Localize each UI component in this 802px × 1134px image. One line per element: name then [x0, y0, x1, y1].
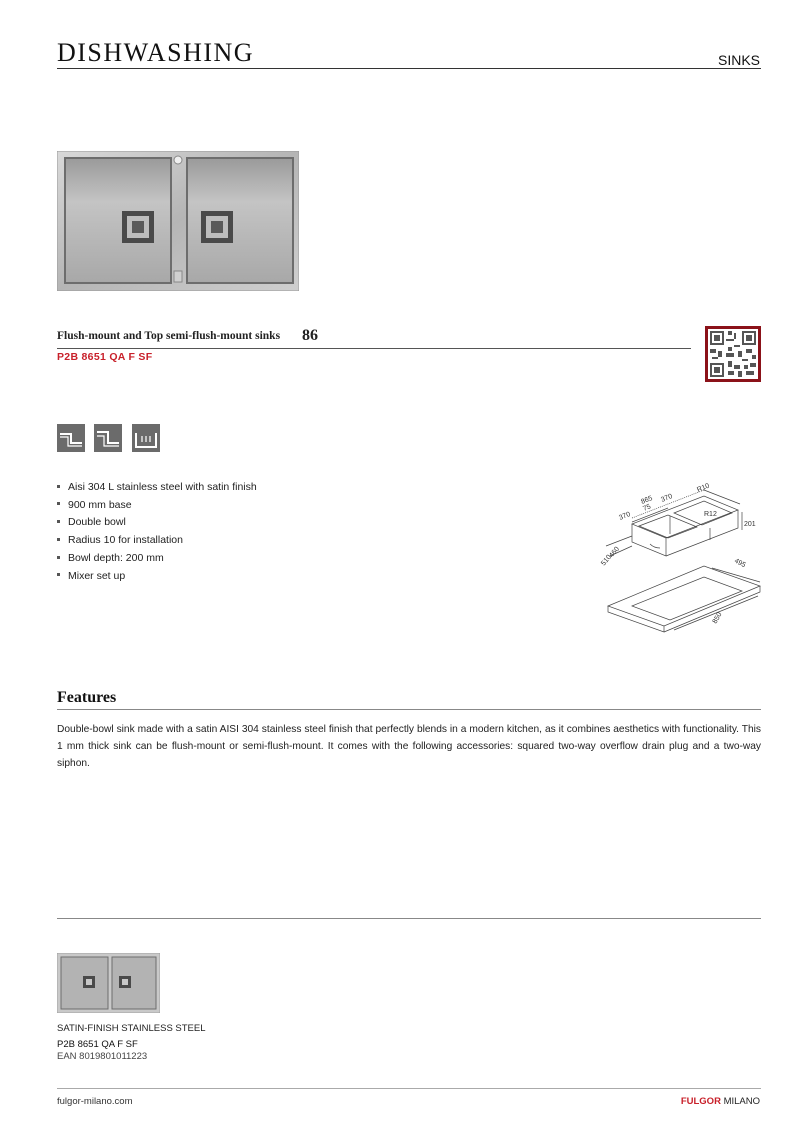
category-divider — [57, 348, 691, 349]
variant-model: P2B 8651 QA F SF — [57, 1039, 138, 1050]
dim-850: 850 — [711, 611, 724, 625]
spec-item: Aisi 304 L stainless steel with satin finish — [57, 479, 257, 497]
features-divider — [57, 709, 761, 710]
variant-divider — [57, 918, 761, 919]
footer-url[interactable]: fulgor-milano.com — [57, 1096, 133, 1107]
drain-left — [122, 211, 154, 243]
spec-item: Double bowl — [57, 514, 257, 532]
variant-finish: SATIN-FINISH STAINLESS STEEL — [57, 1023, 206, 1034]
dim-460: 460 — [608, 545, 622, 560]
dim-865: 865 — [640, 494, 654, 506]
spec-list — [57, 479, 257, 585]
installation-icons — [57, 424, 165, 452]
spec-item: Mixer set up — [57, 568, 257, 586]
footer-brand — [681, 1096, 760, 1107]
dim-201: 201 — [744, 521, 756, 528]
dim-370b: 370 — [660, 492, 674, 504]
product-model: P2B 8651 QA F SF — [57, 351, 153, 363]
features-body: Double-bowl sink made with a satin AISI 304 stainless steel finish that perfectly blends in a modern kitchen, as it combines aesthetics with functionality. This 1 mm thick sink can be flush-mount or semi-flush-mount. It comes with the following accessories: squared two-way overflow drain plug and a two-way siphon. — [57, 724, 761, 769]
technical-drawing — [592, 478, 770, 648]
brand-name: FULGOR — [680, 1096, 721, 1107]
dim-370a: 370 — [618, 510, 632, 522]
section-label: SINKS — [717, 52, 760, 68]
qr-code[interactable] — [705, 326, 761, 382]
variant-thumbnail — [57, 953, 160, 1013]
spec-item: Radius 10 for installation — [57, 532, 257, 550]
category-number: 86 — [302, 327, 318, 344]
dim-r12: R12 — [704, 511, 717, 518]
dim-510: 510 — [600, 553, 614, 568]
flush-mount-icon — [57, 424, 85, 452]
header-divider — [57, 68, 761, 69]
spec-item: 900 mm base — [57, 497, 257, 515]
brand-city: MILANO — [720, 1096, 760, 1107]
semi-flush-mount-icon — [94, 424, 122, 452]
sink-product-image — [57, 151, 299, 291]
features-title: Features — [57, 689, 117, 706]
dim-75: 75 — [642, 503, 652, 513]
dim-495: 495 — [733, 557, 747, 570]
variant-ean: EAN 8019801011223 — [57, 1051, 148, 1062]
spec-item: Bowl depth: 200 mm — [57, 550, 257, 568]
page-title: DISHWASHING — [57, 38, 255, 67]
bowl-depth-icon — [132, 424, 160, 452]
dim-r10: R10 — [696, 482, 711, 494]
drain-right — [201, 211, 233, 243]
footer-divider — [57, 1088, 761, 1089]
product-category: Flush-mount and Top semi-flush-mount sinks — [57, 330, 281, 342]
